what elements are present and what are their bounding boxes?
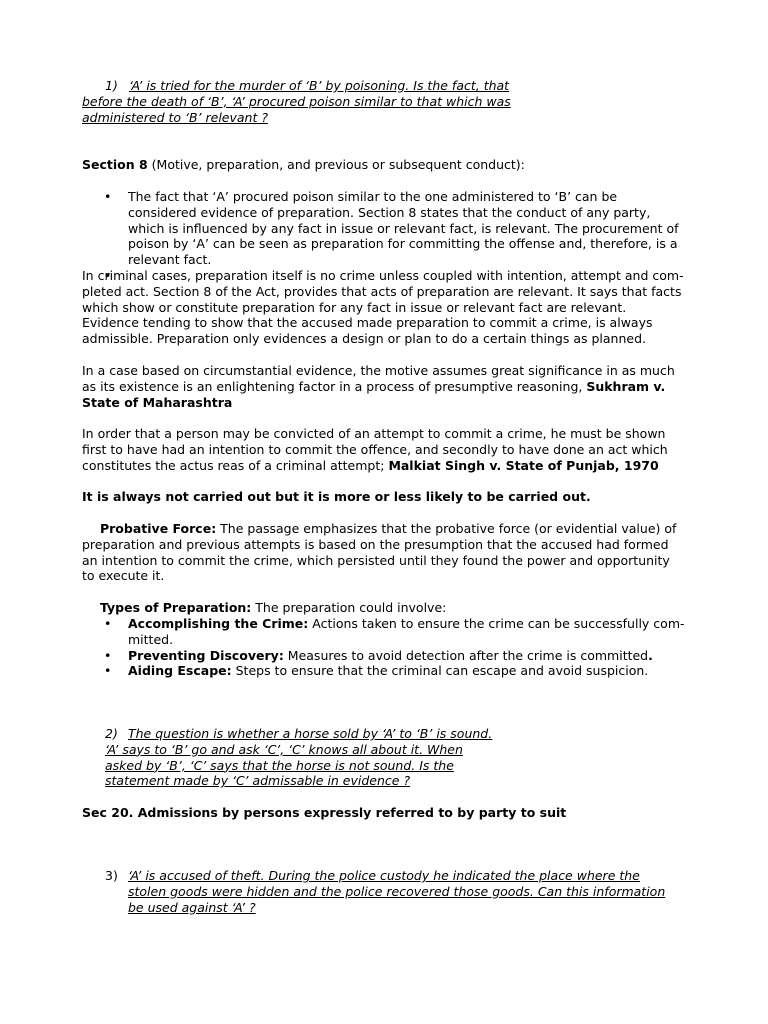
sec-20-heading-text: Sec 20. Admissions by persons expressly referred to by party to suit <box>82 805 567 820</box>
section-8-subheading: (Motive, preparation, and previous or subsequent conduct): <box>147 157 525 172</box>
section-8-heading <box>82 157 686 173</box>
question-1-number: 1) <box>105 78 118 93</box>
list-item <box>82 616 686 648</box>
type-label: Accomplishing the Crime: <box>128 616 309 631</box>
question-3 <box>105 868 675 915</box>
section-8-label: Section 8 <box>82 157 148 172</box>
sec-20-heading <box>82 805 686 821</box>
bold-statement-text: It is always not carried out but it is more or less likely to be carried out. <box>82 489 591 504</box>
type-text: Measures to avoid detection after the crime is committed <box>283 647 649 663</box>
probative-force-label: Probative Force: <box>99 521 217 536</box>
section-8-bullet-1: • The fact that ‘A’ procured poison similar to the one administered to ‘B’ can be considered evidence of preparation. Section 8 states that the conduct of any party, which is influenced by any fact in issue or relevant fact, is relevant. The procurement of poison by ‘A’ can be seen as preparation for committing the offense and, therefore, is a relevant fact. <box>82 189 686 268</box>
motive-text: In a case based on circumstantial evidence, the motive assumes great significance in as much as its existence is an enlightening factor in a process of presumptive reasoning, <box>82 363 675 394</box>
question-1-text: ‘A’ is tried for the murder of ‘B’ by poisoning. Is the fact, that before the death of ‘B’, ‘A’ procured poison similar to that which was administered to ‘B’ relevant ? <box>82 78 511 125</box>
attempt-text: In order that a person may be convicted of an attempt to commit a crime, he must be shown first to have had an intention to commit the offence, and secondly to have done an act which constitutes the actus reas of a criminal attempt; <box>82 426 668 473</box>
question-3-text: ‘A’ is accused of theft. During the police custody he indicated the place where the stolen goods were hidden and the police recovered those goods. Can this information be used against ‘A’ ? <box>128 868 666 915</box>
motive-paragraph <box>82 363 686 410</box>
probative-force-paragraph <box>82 521 686 584</box>
types-list <box>82 616 686 679</box>
question-1 <box>82 78 512 125</box>
question-2-text: The question is whether a horse sold by ‘A’ to ‘B’ is sound. ‘A’ says to ‘B’ go and ask ‘C’, ‘C’ knows all about it. When asked by ‘B’, ‘C’ says that the horse is not sound. Is the statement made by ‘C’ admissable in evidence ? <box>105 726 493 789</box>
list-item <box>82 648 686 664</box>
preparation-paragraph: In criminal cases, preparation itself is no crime unless coupled with intention, attempt and completed act. Section 8 of the Act, provides that acts of preparation are relevant. It says that facts which show or constitute preparation for any fact in issue or relevant fact are relevant. Evidence tending to show that the accused made preparation to commit a crime, is always admissible. Preparation only evidences a design or plan to do a certain things as planned. <box>82 268 684 347</box>
type-label: Preventing Discovery: <box>128 647 284 663</box>
types-of-preparation-label: Types of Preparation: <box>99 600 252 615</box>
question-2-number: 2) <box>105 726 118 741</box>
types-of-preparation-heading <box>82 600 686 616</box>
question-3-number: 3) <box>105 868 118 883</box>
bold-statement <box>82 489 686 505</box>
attempt-paragraph <box>82 426 686 473</box>
type-tail: . <box>648 647 653 663</box>
types-of-preparation-text: The preparation could involve: <box>251 600 447 615</box>
probative-force-text: The passage emphasizes that the probative force (or evidential value) of preparation and previous attempts is based on the presumption that the accused had formed an intention to commit the crime, which persisted until they found the power and opportunity to execute it. <box>82 521 677 584</box>
sukhram-case-citation: Sukhram v. State of Maharashtra <box>82 378 666 410</box>
question-2 <box>105 726 495 789</box>
list-item <box>82 663 686 679</box>
type-label: Aiding Escape: <box>128 663 232 679</box>
type-text: Steps to ensure that the criminal can escape and avoid suspicion. <box>231 663 649 679</box>
malkiat-case-citation: Malkiat Singh v. State of Punjab, 1970 <box>388 457 659 473</box>
type-text: Actions taken to ensure the crime can be successfully committed. <box>128 616 685 647</box>
